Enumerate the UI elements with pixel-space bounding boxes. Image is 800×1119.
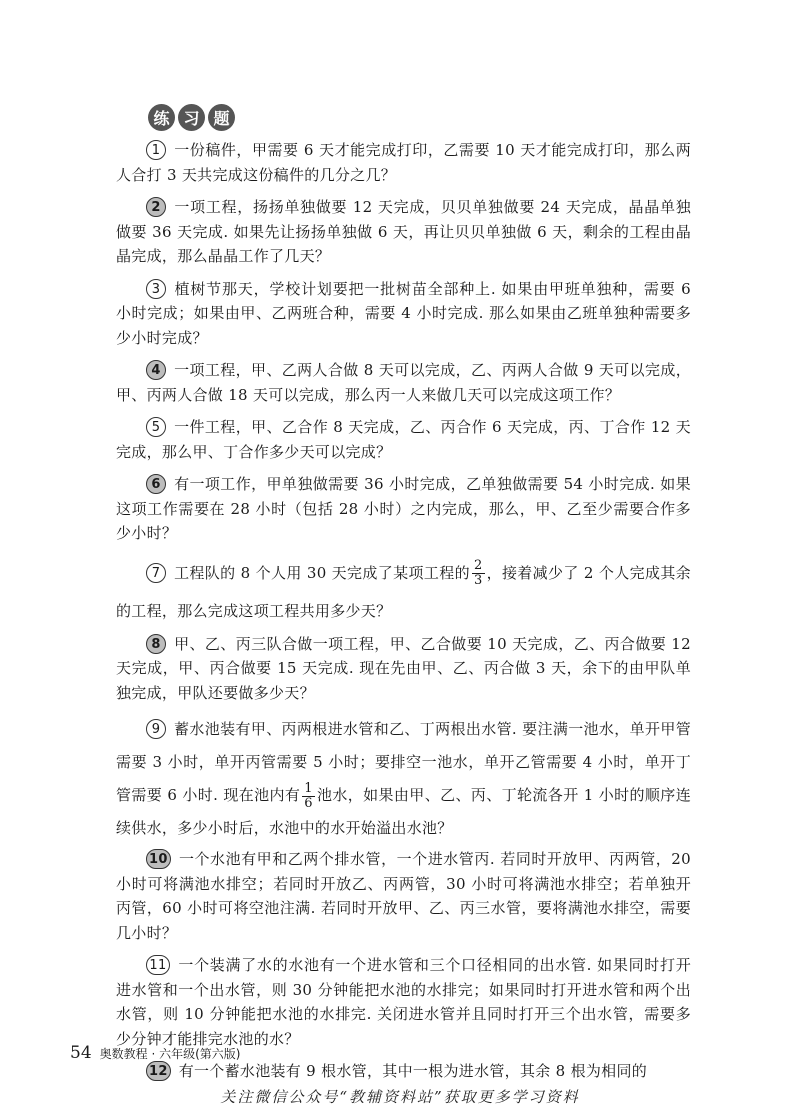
section-heading xyxy=(148,104,235,131)
problem-1 xyxy=(116,138,691,187)
watermark-text: 关注微信公众号“教辅资料站”获取更多学习资料 xyxy=(220,1088,580,1106)
problem-text: 有一个蓄水池装有 9 根水管，其中一根为进水管，其余 8 根为相同的 xyxy=(178,1062,648,1080)
fraction-denominator: 3 xyxy=(473,573,483,588)
page-number: 54 xyxy=(70,1043,92,1063)
problem-number: 9 xyxy=(146,719,166,739)
problem-3 xyxy=(116,277,691,351)
fraction xyxy=(472,559,485,588)
problem-number: 7 xyxy=(146,563,166,583)
heading-char: 题 xyxy=(208,104,235,131)
problem-text: 一项工程，扬扬单独做要 12 天完成，贝贝单独做要 24 天完成，晶晶单独做要 36 天完成. 如果先让扬扬单独做 6 天，再让贝贝单独做 6 天，剩余的工程由晶晶完成，那么晶晶工作了几天？ xyxy=(116,198,691,265)
problem-text: 一个装满了水的水池有一个进水管和三个口径相同的出水管. 如果同时打开进水管和一个出水管，则 30 分钟能把水池的水排完；如果同时打开进水管和两个出水管，则 10 分钟能把水池的水排完. 关闭进水管并且同时打开三个出水管，需要多少分钟才能排完水池的水？ xyxy=(116,956,691,1048)
problem-number: 12 xyxy=(146,1061,171,1081)
problem-7 xyxy=(116,554,691,630)
problem-2 xyxy=(116,195,691,269)
problem-number: 1 xyxy=(146,140,166,160)
page-footer xyxy=(70,1043,240,1063)
problem-number: 6 xyxy=(146,474,166,494)
problem-text: 植树节那天，学校计划要把一批树苗全部种上. 如果由甲班单独种，需要 6 小时完成；如果由甲、乙两班合种，需要 4 小时完成. 那么如果由乙班单独种需要多少小时完成？ xyxy=(116,279,691,347)
problem-number: 4 xyxy=(146,360,166,380)
problem-text: 一个水池有甲和乙两个排水管，一个进水管丙. 若同时开放甲、丙两管，20 小时可将满池水排空；若同时开放乙、丙两管，30 小时可将满池水排空；若单独开丙管，60 小时可将空池注满. 若同时开放甲、乙、丙三水管，要将满池水排空，需要几小时？ xyxy=(116,850,691,942)
fraction-numerator: 2 xyxy=(473,558,483,573)
problem-text-part-a: 蓄水池装有甲、丙两根进水管和乙、丁两根出水管. 要注满一池水，单开甲管需要 3 小时，单开丙管需要 5 小时；要排空一池水，单开乙管需要 4 小时，单开丁管需要 6 小时. 现在池内有 xyxy=(116,720,691,804)
book-title: 奥数教程 · 六年级(第六版) xyxy=(99,1047,241,1061)
problem-5 xyxy=(116,415,691,464)
heading-char: 习 xyxy=(178,104,205,131)
heading-char: 练 xyxy=(148,104,175,131)
problem-number: 2 xyxy=(146,197,166,217)
problem-number: 8 xyxy=(146,634,166,654)
problem-list xyxy=(116,138,691,1092)
problem-number: 5 xyxy=(146,417,166,437)
problem-number: 11 xyxy=(146,955,170,975)
problem-text: 有一项工作，甲单独做需要 36 小时完成，乙单独做需要 54 小时完成. 如果这项工作需要在 28 小时（包括 28 小时）之内完成，那么，甲、乙至少需要合作多少小时？ xyxy=(116,475,691,542)
problem-text: 一件工程，甲、乙合作 8 天完成，乙、丙合作 6 天完成，丙、丁合作 12 天完成，那么甲、丁合作多少天可以完成？ xyxy=(116,418,691,461)
problem-9 xyxy=(116,713,691,845)
fraction-numerator: 1 xyxy=(304,780,313,796)
problem-text-part-b: 池水，如果由甲、乙、丙、丁轮流各开 1 小时的顺序连续供水，多少小时后，水池中的水开始溢出水池？ xyxy=(116,786,691,837)
problem-text-part-b: ，接着减少了 2 个人完成其余的工程，那么完成这项工程共用多少天？ xyxy=(116,563,691,620)
problem-10 xyxy=(116,847,691,945)
problem-number: 10 xyxy=(146,849,171,869)
problem-text: 一项工程，甲、乙两人合做 8 天可以完成，乙、丙两人合做 9 天可以完成，甲、丙两人合做 18 天可以完成，那么丙一人来做几天可以完成这项工作？ xyxy=(116,361,691,404)
problem-text: 甲、乙、丙三队合做一项工程，甲、乙合做要 10 天完成，乙、丙合做要 12 天完成，甲、丙合做要 15 天完成. 现在先由甲、乙、丙合做 3 天，余下的由甲队单独完成，甲队还要做多少天？ xyxy=(116,634,691,702)
problem-text: 一份稿件，甲需要 6 天才能完成打印，乙需要 10 天才能完成打印，那么两人合打 3 天共完成这份稿件的几分之几？ xyxy=(116,141,691,184)
problem-6 xyxy=(116,472,691,546)
fraction-denominator: 6 xyxy=(304,795,313,811)
fraction xyxy=(302,782,315,811)
problem-11 xyxy=(116,953,691,1051)
problem-8 xyxy=(116,632,691,706)
problem-number: 3 xyxy=(146,279,166,299)
problem-4 xyxy=(116,358,691,407)
problem-text-part-a: 工程队的 8 个人用 30 天完成了某项工程的 xyxy=(174,563,470,582)
